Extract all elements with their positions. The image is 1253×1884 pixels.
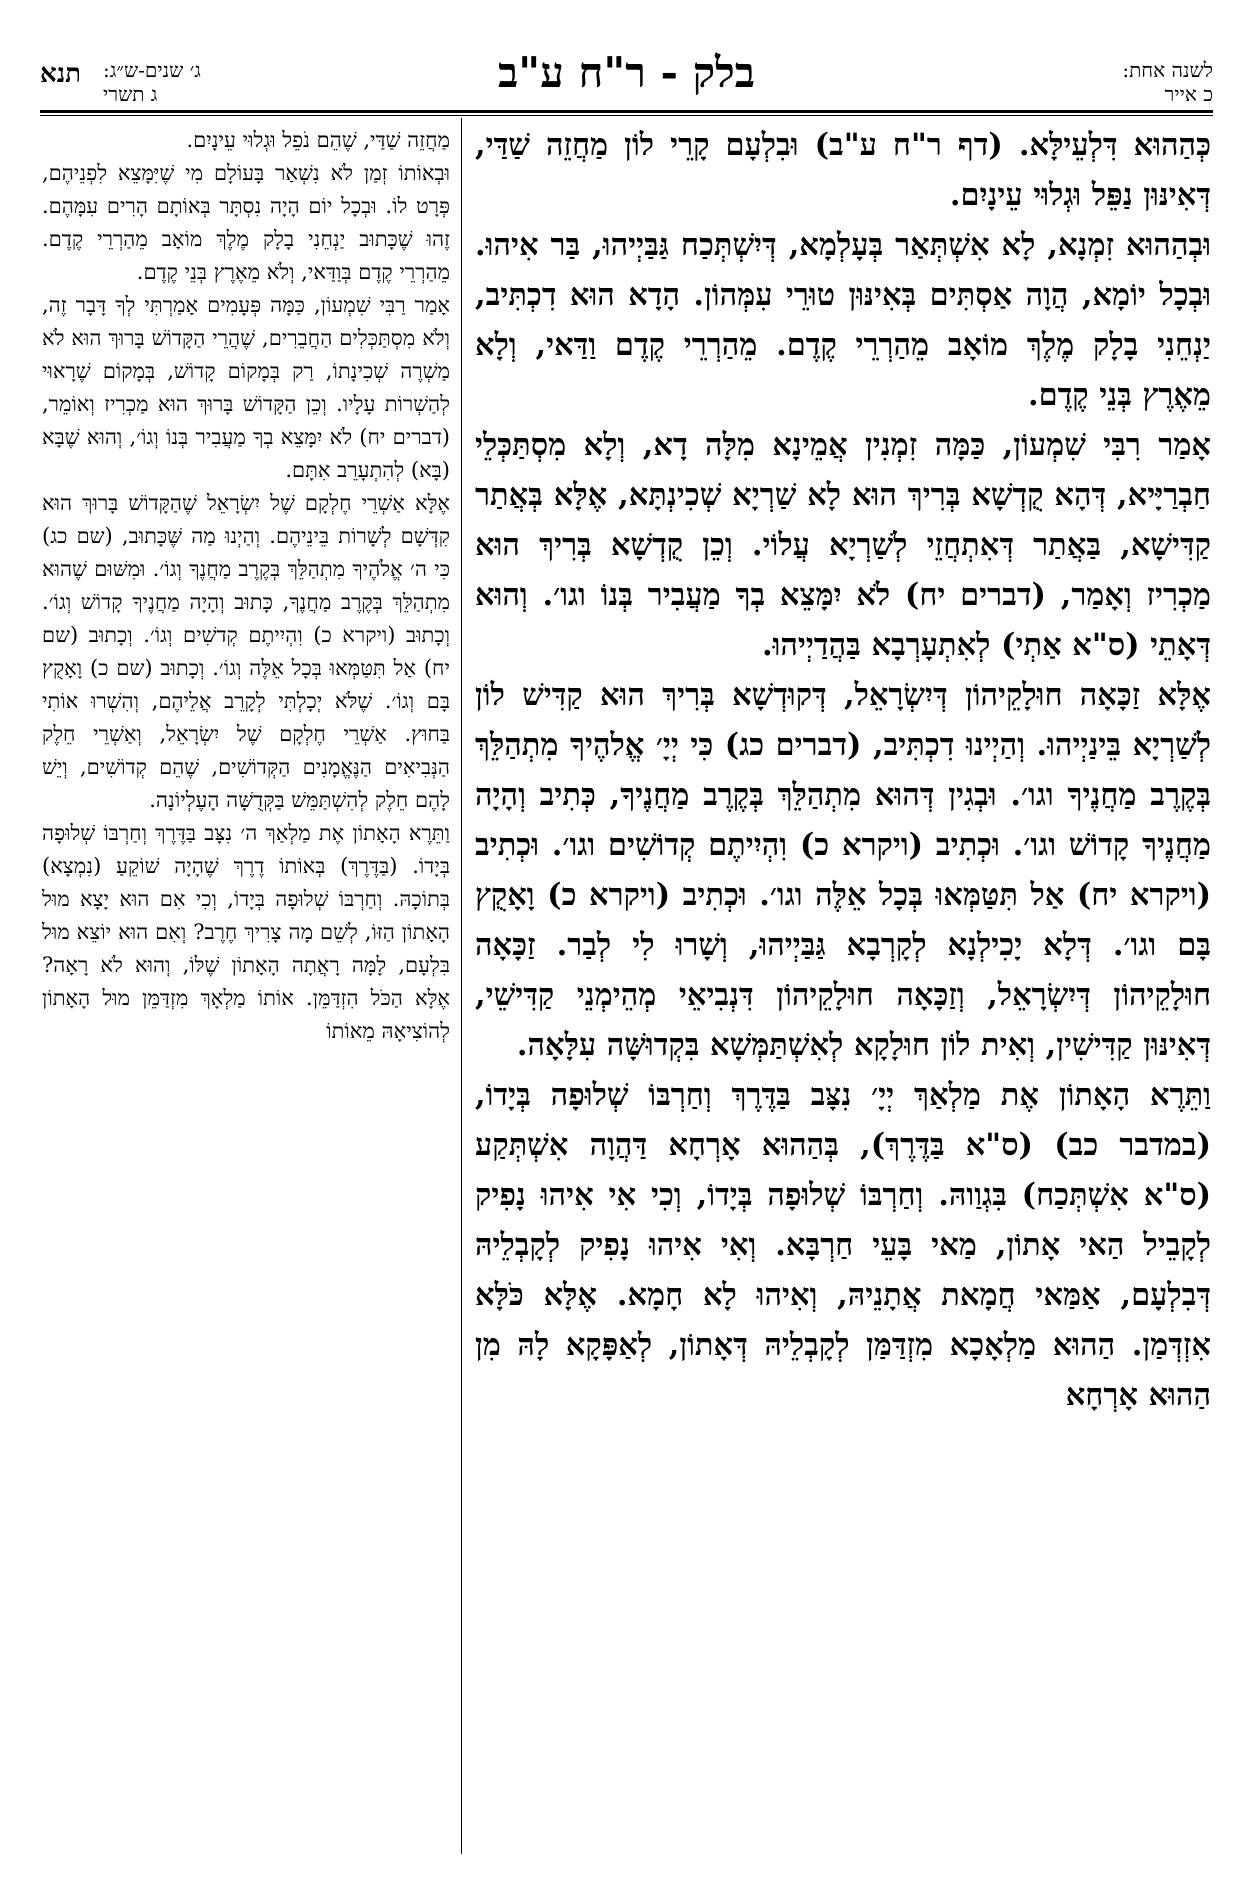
main-paragraph: אֶלָּא זַכָּאָה חוּלָקֵיהוֹן דְּיִשְׂרָאֵל, דְּקוּדְשָׁא בְּרִיךְ הוּא קַדִּישׁ לוֹן לְשַׁרְיָא בֵּינַיְיהוּ. וְהַיְינוּ דִכְתִּיב, (דברים כג) כִּי יְיָ׳ אֱלהֶיךָ מִתְהַלֵּךְ בְּקֶרֶב מַחֲנֶיךָ וגו׳. וּבְגִין דְּהוּא מִתְהַלֵּךְ בְּקֶרֶב מַחֲנֶיךָ, כְּתִיב וְהָיָה מַחֲנֶיךָ קָדוֹשׁ וגו׳. וּכְתִיב (ויקרא כ) וִהְיִיתֶם קְדוֹשִׁים וגו׳. וּכְתִיב (ויקרא יח) אַל תִּטַּמְּאוּ בְּכָל אֵלֶּה וגו׳. וּכְתִיב (ויקרא כ) וָאָקֻץ בָּם וגו׳. דְּלָא יָכִילְנָא לְקָרְבָא גַּבַּיְיהוּ, וְשָׁרוּ לִי לְבַר. זַכָּאָה חוּלָקֵיהוֹן דְּיִשְׂרָאֵל, וְזַכָּאָה חוּלָקֵיהוֹן דִּנְבִיאֵי מְהֵימְנֵי קַדִּישֵׁי, דְּאִינּוּן קַדִּישִׁין, וְאִית לוֹן חוּלָקָא לְאִשְׁתַּמְּשָׁא בִּקְדוּשָּׁה עִלָּאָה. [475,677,1211,1063]
main-paragraph: וַתֵּרֶא הָאָתוֹן אֶת מַלְאַךְ יְיָ׳ נִצָּב בַּדֶּרֶךְ וְחַרְבּוֹ שְׁלוּפָה בְּיָדוֹ, (במדבר כב) (ס"א בַּדֶּרֶךְ), בְּהַהוּא אָרְחָא דַּהֲוָה אִשְׁתְּקַע (ס"א אִשְׁתְּכַח) בִּגְוַוהּ. וְחַרְבּוֹ שְׁלוּפָה בְּיָדוֹ, וְכִי אִי אִיהוּ נָפִיק לְקָבֵיל הַאי אָתוֹן, מַאי בָּעֵי חַרְבָּא. וְאִי אִיהוּ נָפִיק לְקָבְלֵיהּ דְּבִלְעָם, אַמַּאי חֲמָאת אֲתָנֵיהּ, וְאִיהוּ לָא חָמָא. אֶלָּא כֹּלָּא אִזְדְּמַן. הַהוּא מַלְאָכָא מִזְדַּמַּן לְקָבְלֵיהּ דְּאָתוֹן, לְאַפָּקָא לָהּ מִן הַהוּא אָרְחָא [475,1077,1211,1413]
header-three-year-label: ג׳ שנים-ש״ג: [103,58,201,82]
header-rule-thin [40,115,1213,116]
translation-paragraph: אָמַר רַבִּי שִׁמְעוֹן, כַּמָּה פְּעָמִים אָמַרְתִּי לְךָ דָּבָר זֶה, וְלֹא מִסְתַּכְּלִים הַחֲבֵרִים, שֶׁהֲרֵי הַקָּדוֹשׁ בָּרוּךְ הוּא לֹא מַשְׁרֶה שְׁכִינָתוֹ, רַק בְּמָקוֹם קָדוֹשׁ, בְּמָקוֹם שֶׁרָאוּי לְהַשְׁרוֹת עָלָיו. וְכֵן הַקָּדוֹשׁ בָּרוּךְ הוּא מַכְרִיז וְאוֹמֵר, (דברים יח) לֹא יִמָּצֵא בְךָ מַעֲבִיר בְּנוֹ וְגוֹ׳, וְהוּא שֶׁבָּא (בָּא) לְהִתְעָרֵב אִתָּם. [42,293,450,482]
header-three-year-block [103,58,201,106]
page-title: בלק - ר"ח ע"ב [498,48,755,97]
main-paragraph: וּבְהַהוּא זִמְנָא, לָא אִשְׁתְּאַר בְּעָלְמָא, דְּיִשְׁתְּכַח גַּבַּיְיהוּ, בַּר אִיהוּ. וּבְכָל יוֹמָא, הֲוָה אַסְתִּים בְּאִינּוּן טוּרֵי עִמְּהוֹן. הָדָא הוּא דִכְתִּיב, יַנְחֵנִי בָלָק מֶלֶךְ מוֹאָב מֵהַרְרֵי קֶדֶם. מֵהַרְרֵי קֶדֶם וַדַּאי, וְלָא מֵאֶרֶץ בְּנֵי קֶדֶם. [475,227,1211,413]
header-left-block [40,58,201,106]
translation-paragraph: מַחֲזֵה שַׁדַּי, שֶׁהֵם נֹפֵל וּגְלוּי עֵינָיִם. [186,128,450,152]
page-number: תנא [40,59,82,89]
main-paragraph: כְּהַהוּא דִּלְעֵילָּא. (דף ר"ח ע"ב) וּבִלְעָם קָרֵי לוֹן מַחֲזֵה שַׁדַּי, דְּאִינּוּן נַפֵּל וּגְלוּי עֵינָיִם. [475,127,1211,213]
translation-paragraph: וּבְאוֹתוֹ זְמַן לֹא נִשְׁאַר בָּעוֹלָם מִי שֶׁיִּמָּצֵא לִפְנֵיהֶם, פְּרָט לוֹ. וּבְכָל יוֹם הָיָה נִסְתָּר בְּאוֹתָם הָרִים עִמָּהֶם. זֶהוּ שֶׁכָּתוּב יַנְחֵנִי בָלָק מֶלֶךְ מוֹאָב מֵהַרְרֵי קֶדֶם. מֵהַרְרֵי קֶדֶם בְּוַדַּאי, וְלֹא מֵאֶרֶץ בְּנֵי קֶדֶם. [42,161,450,284]
header-yearly-date: כ אייר [1164,82,1213,106]
header-rule [40,110,1213,113]
main-paragraph: אָמַר רִבִּי שִׁמְעוֹן, כַּמָּה זִמְנִין אֲמֵינָא מִלָּה דָא, וְלָא מִסְתַּכְּלֵי חַבְרַיָּיא, דְּהָא קֻדְשָׁא בְּרִיךְ הוּא לָא שַׁרְיָא שְׁכִינְתָּא, אֶלָּא בְּאֲתַר קַדִּישָׁא, בַּאֲתַר דְּאִתְחֲזֵי לְשַׁרְיָא עֲלוֹי. וְכֵן קֻדְשָׁא בְּרִיךְ הוּא מַכְרִיז וְאָמַר, (דברים יח) לֹא יִמָּצֵא בְךָ מַעֲבִיר בְּנוֹ וגו׳. וְהוּא דְּאָתֵי (ס"א אַתְי) לְאִתְעָרְבָא בַּהֲדַיְיהוּ. [475,427,1211,663]
header-yearly-label: לשנה אחת: [1122,58,1213,82]
header-three-year-date: ג תשרי [103,82,158,106]
main-text-column [475,120,1211,1420]
translation-paragraph: אֶלָּא אַשְׁרֵי חֶלְקָם שֶׁל יִשְׂרָאֵל שֶׁהַקָּדוֹשׁ בָּרוּךְ הוּא קִדְּשָׁם לְשָׁרוֹת בֵּינֵיהֶם. וְהַיְנוּ מַה שֶּׁכָּתוּב, (שם כג) כִּי ה׳ אֱלֹהֶיךָ מִתְהַלֵּךְ בְּקֶרֶב מַחֲנֶךָ וְגוֹ׳. וּמִשּׁוּם שֶׁהוּא מִתְהַלֵּךְ בְּקֶרֶב מַחֲנֶךָ, כָּתוּב וְהָיָה מַחֲנֶיךָ קָדוֹשׁ וְגוֹ׳. וְכָתוּב (ויקרא כ) וִהְיִיתֶם קְדשִׁים וְגוֹ׳. וְכָתוּב (שם יח) אַל תִּטַּמְּאוּ בְּכָל אֵלֶּה וְגוֹ׳. וְכָתוּב (שם כ) וָאָקֻץ בָּם וְגוֹ׳. שֶׁלֹּא יְכָלְתִּי לְקָרֵב אֲלֵיהֶם, וְהִשְׁרוּ אוֹתִי בַּחוּץ. אַשְׁרֵי חֶלְקָם שֶׁל יִשְׂרָאֵל, וְאַשְׁרֵי חֵלֶק הַנְּבִיאִים הַנֶּאֱמָנִים הַקְּדוֹשִׁים, שֶׁהֵם קְדוֹשִׁים, וְיֵשׁ לָהֶם חֵלֶק לְהִשְׁתַּמֵּשׁ בַּקְּדֻשָּׁה הָעֶלְיוֹנָה. [42,491,450,812]
column-divider [461,118,462,1854]
page-header [40,40,1213,110]
translation-column [42,124,450,1048]
translation-paragraph: וַתֵּרֶא הָאָתוֹן אֶת מַלְאַךְ ה׳ נִצָּב בַּדֶּרֶךְ וְחַרְבּוֹ שְׁלוּפָה בְּיָדוֹ. (בַּדֶּרֶךְ) בְּאוֹתוֹ דֶרֶךְ שֶׁהָיָה שׁוֹקֵעַ (נִמְצָא) בְּתוֹכָהּ. וְחַרְבּוֹ שְׁלוּפָה בְּיָדוֹ, וְכִי אִם הוּא יָצָא מוּל הָאָתוֹן הַזּוֹ, לְשֵׁם מָה צָרִיךְ חֶרֶב? וְאִם הוּא יוֹצֵא מוּל בִּלְעָם, לָמָּה רָאֲתָה הָאָתוֹן שֶׁלּוֹ, וְהוּא לֹא רָאָה? אֶלָּא הַכֹּל הִזְדַּמֵּן. אוֹתוֹ מַלְאָךְ מִזְדַּמֵּן מוּל הָאָתוֹן לְהוֹצִיאָהּ מֵאוֹתוֹ [42,821,450,1043]
